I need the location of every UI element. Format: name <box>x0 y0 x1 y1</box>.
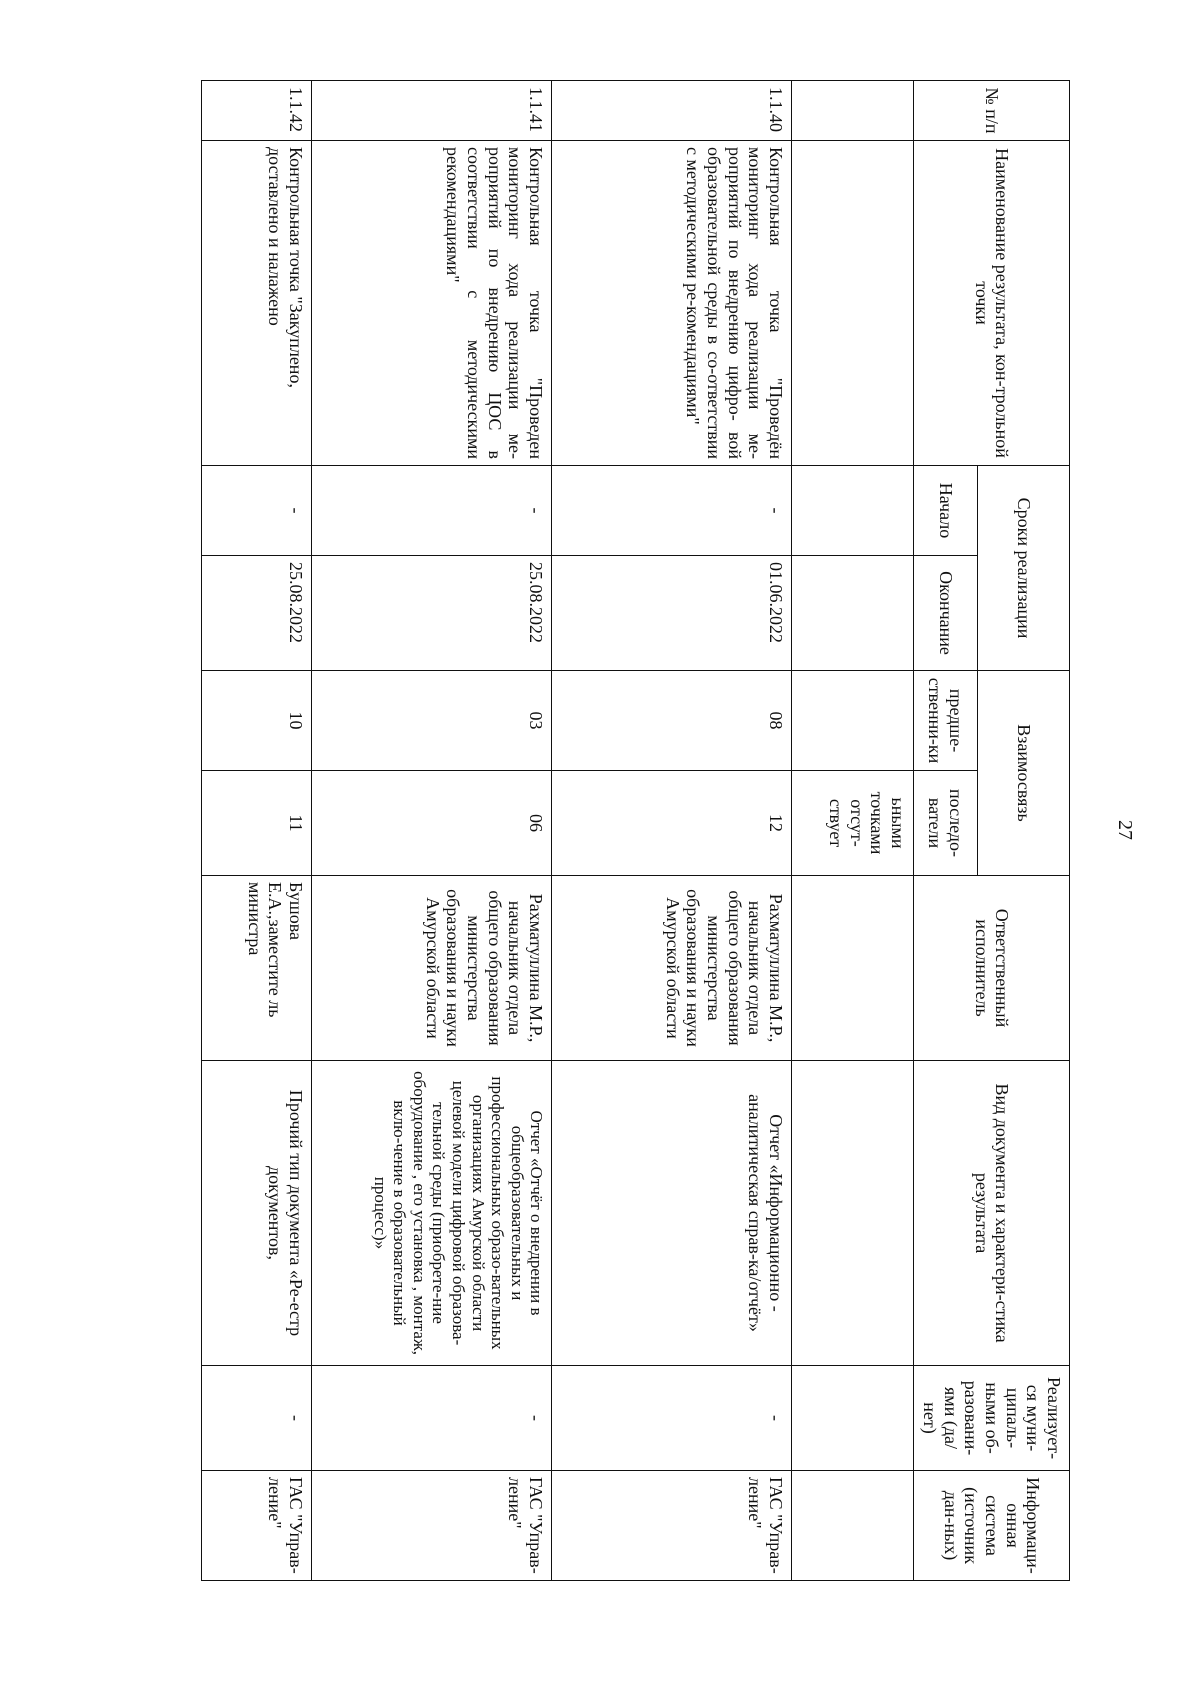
table-cell <box>792 556 914 671</box>
row-municipal: - <box>202 1366 312 1471</box>
table-cell <box>792 1061 914 1366</box>
header-start: Начало <box>914 466 978 556</box>
table-cell <box>792 1366 914 1471</box>
row-document: Отчет «Отчёт о внедрении в общеобразовательных и профессиональных образо-вательных организациях Амурской области целевой модели цифровой образова-тельной среды (приобрете-ние оборудование , его установка , монтаж, вклю-чение в образовательный процесс)» <box>312 1061 552 1366</box>
table-cell <box>792 81 914 141</box>
row-predecessors: 03 <box>312 671 552 771</box>
results-table <box>201 80 1070 1581</box>
carry-over-row <box>792 81 914 1581</box>
page-number: 27 <box>1114 820 1136 840</box>
header-predecessors: предше-ственни-ки <box>914 671 978 771</box>
row-info-system: ГАС "Управ-ление" <box>202 1471 312 1581</box>
row-municipal: - <box>552 1366 792 1471</box>
row-num: 1.1.41 <box>312 81 552 141</box>
header-row <box>977 81 1069 1581</box>
header-info-system: Информаци-онная система (источник дан-ных) <box>914 1471 1070 1581</box>
row-info-system: ГАС "Управ-ление" <box>312 1471 552 1581</box>
header-end: Окончание <box>914 556 978 671</box>
row-document: Прочий тип документа «Ре-естр документов, <box>202 1061 312 1366</box>
header-terms: Сроки реализации <box>977 466 1069 671</box>
carry-over-text: ьными точками отсут-ствует <box>792 771 914 876</box>
row-predecessors: 10 <box>202 671 312 771</box>
header-responsible: Ответственный исполнитель <box>914 876 1070 1061</box>
header-relation: Взаимосвязь <box>977 671 1069 876</box>
table-row <box>312 81 552 1581</box>
row-num: 1.1.40 <box>552 81 792 141</box>
row-start: - <box>552 466 792 556</box>
table-cell <box>792 466 914 556</box>
row-responsible: Рахматуллина М.Р., начальник отдела общего образования министерства образования и науки Амурской области <box>552 876 792 1061</box>
row-end: 25.08.2022 <box>312 556 552 671</box>
table-cell <box>792 1471 914 1581</box>
row-start: - <box>202 466 312 556</box>
row-name: Контрольная точка "Закуплено, доставлено и налажено <box>202 141 312 466</box>
table-row <box>552 81 792 1581</box>
header-num: № п/п <box>914 81 1070 141</box>
row-municipal: - <box>312 1366 552 1471</box>
row-predecessors: 08 <box>552 671 792 771</box>
table-row <box>202 81 312 1581</box>
rotated-page <box>80 80 1136 1580</box>
row-successors: 12 <box>552 771 792 876</box>
table-cell <box>792 671 914 771</box>
row-info-system: ГАС "Управ-ление" <box>552 1471 792 1581</box>
header-document: Вид документа и характери-стика результата <box>914 1061 1070 1366</box>
row-end: 01.06.2022 <box>552 556 792 671</box>
row-successors: 06 <box>312 771 552 876</box>
row-document: Отчет «Информационно - аналитическая справ-ка/отчёт» <box>552 1061 792 1366</box>
row-end: 25.08.2022 <box>202 556 312 671</box>
row-start: - <box>312 466 552 556</box>
header-successors: последо-ватели <box>914 771 978 876</box>
row-name: Контрольная точка "Проведен мониторинг хода реализации ме-роприятий по внедрению ЦОС в соответствии с методическими рекомендациями" <box>312 141 552 466</box>
row-successors: 11 <box>202 771 312 876</box>
row-name: Контрольная точка "Проведён мониторинг хода реализации ме-роприятий по внедрению цифро- вой образовательной среды в со-ответствии с методическими ре-комендациями" <box>552 141 792 466</box>
row-num: 1.1.42 <box>202 81 312 141</box>
row-responsible: Бушова Е.А.,заместите ль министра <box>202 876 312 1061</box>
table-cell <box>792 141 914 466</box>
table-cell <box>792 876 914 1061</box>
header-name: Наименование результата, кон-трольной точки <box>914 141 1070 466</box>
row-responsible: Рахматуллина М.Р., начальник отдела общего образования министерства образования и науки Амурской области <box>312 876 552 1061</box>
header-municipal: Реализует-ся муни-ципаль-ными об-разовани-ями (да/нет) <box>914 1366 1070 1471</box>
